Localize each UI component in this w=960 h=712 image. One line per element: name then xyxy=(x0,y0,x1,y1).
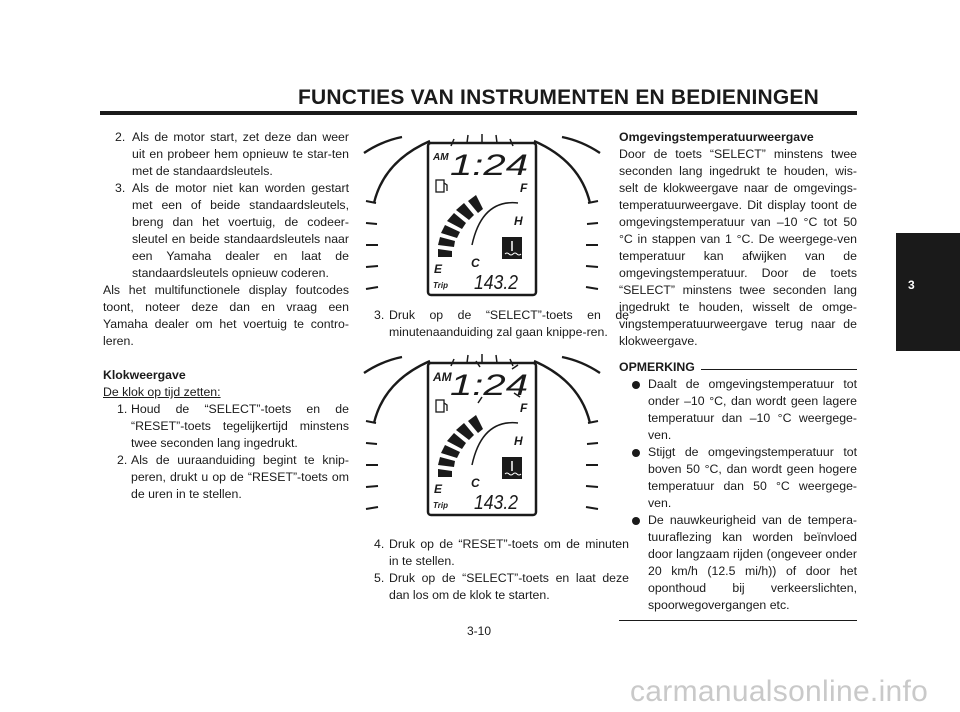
section-heading: Klokweergave xyxy=(103,368,186,382)
bullet-icon xyxy=(632,381,640,389)
fuel-empty-label: E xyxy=(434,262,443,276)
list-item: De nauwkeurigheid van de tempera-tuuraflezing kan worden beïnvloed door langzaam rijden (ongeveer onder 20 km/h (12.5 mi/h)) of door het oponthoud bij verkeerslichten, spoorwegovergangen etc. xyxy=(619,512,857,614)
note-label: OPMERKING xyxy=(619,360,695,374)
fuel-pump-icon xyxy=(436,400,447,412)
page-title: FUNCTIES VAN INSTRUMENTEN EN BEDIENINGEN xyxy=(298,86,819,109)
watermark: carmanualsonline.info xyxy=(630,675,929,708)
body-paragraph: Als het multifunctionele display foutcodes toont, noteer deze dan en vraag een Yamaha dealer om het voertuig te contro-leren. xyxy=(103,283,349,348)
trip-readout: 143.2 xyxy=(474,272,518,294)
temp-hot-label: H xyxy=(514,214,523,228)
list-item: 3. Druk op de “SELECT”-toets en de minutenaanduiding zal gaan knippe-ren. xyxy=(374,308,629,339)
dashboard-illustration-2 xyxy=(362,353,602,518)
note-rule xyxy=(701,369,857,370)
ampm-indicator: AM xyxy=(433,370,452,384)
fuel-gauge-bars xyxy=(438,415,483,477)
bullet-icon xyxy=(632,449,640,457)
list-item: 4. Druk op de “RESET”-toets om de minuten in te stellen. xyxy=(374,537,629,568)
trip-label: Trip xyxy=(433,501,448,510)
chapter-tab xyxy=(896,233,960,351)
temp-hot-label: H xyxy=(514,434,523,448)
bullet-icon xyxy=(632,517,640,525)
ampm-indicator: AM xyxy=(433,152,449,163)
fuel-full-label: F xyxy=(520,401,528,415)
clock-readout: 1:24 xyxy=(450,149,528,182)
temp-cold-label: C xyxy=(471,476,480,490)
list-item: 2. Als de uuraanduiding begint te knip-peren, drukt u op de “RESET”-toets om de uren in te stellen. xyxy=(117,453,349,501)
note-end-rule xyxy=(619,620,857,621)
list-item: Stijgt de omgevingstemperatuur tot boven 50 °C, dan wordt geen hogere temperatuur dan 50 °C weergege-ven. xyxy=(619,444,857,512)
subheading: De klok op tijd zetten: xyxy=(103,385,221,399)
clock-readout: 1:24 xyxy=(450,369,528,402)
body-paragraph: Door de toets “SELECT” minstens twee seconden lang ingedrukt te houden, wis-selt de klokweergave naar de omgevings-temperatuurweergave. Dit display toont de omgevingstemperatuur van –10 °C tot 50 °C in stappen van 1 °C. De weergege-ven temperatuur kan afwijken van de omgevingstemperatuur. Door de toets “SELECT” minstens twee seconden lang ingedrukt te houden, wisselt de omge-vingstemperatuurweergave terug naar de klokweergave. xyxy=(619,147,857,348)
header-rule xyxy=(100,111,857,115)
temp-cold-label: C xyxy=(471,256,480,270)
note-header xyxy=(619,359,857,376)
list-item: 5. Druk op de “SELECT”-toets en laat deze dan los om de klok te starten. xyxy=(374,571,629,602)
list-item: 2. Als de motor start, zet deze dan weer uit en probeer hem opnieuw te star-ten met de standaardsleutels. xyxy=(115,130,349,178)
fuel-full-label: F xyxy=(520,181,528,195)
list-item: 1. Houd de “SELECT”-toets en de “RESET”-toets tegelijkertijd minstens twee seconden lang ingedrukt. xyxy=(117,402,349,450)
list-item: Daalt de omgevingstemperatuur tot onder –10 °C, dan wordt geen lagere temperatuur dan –10 °C weergege-ven. xyxy=(619,376,857,444)
fuel-empty-label: E xyxy=(434,482,443,496)
trip-label: Trip xyxy=(433,281,448,290)
dashboard-illustration-1 xyxy=(362,133,602,298)
chapter-tab-label: 3 xyxy=(908,278,915,292)
fuel-pump-icon xyxy=(436,180,447,192)
coolant-temp-icon xyxy=(502,237,522,259)
page-number: 3-10 xyxy=(467,624,492,638)
section-heading: Omgevingstemperatuurweergave xyxy=(619,130,814,144)
column-right xyxy=(619,129,857,621)
fuel-gauge-bars xyxy=(438,195,483,257)
coolant-temp-icon xyxy=(502,457,522,479)
list-item: 3. Als de motor niet kan worden gestart met een of beide standaardsleutels, breng dan het voertuig, de codeer-sleutel en beide standaardsleutels naar een Yamaha dealer en laat de standaardsleutels opnieuw coderen. xyxy=(115,181,349,280)
trip-readout: 143.2 xyxy=(474,492,518,514)
column-left xyxy=(103,129,349,503)
